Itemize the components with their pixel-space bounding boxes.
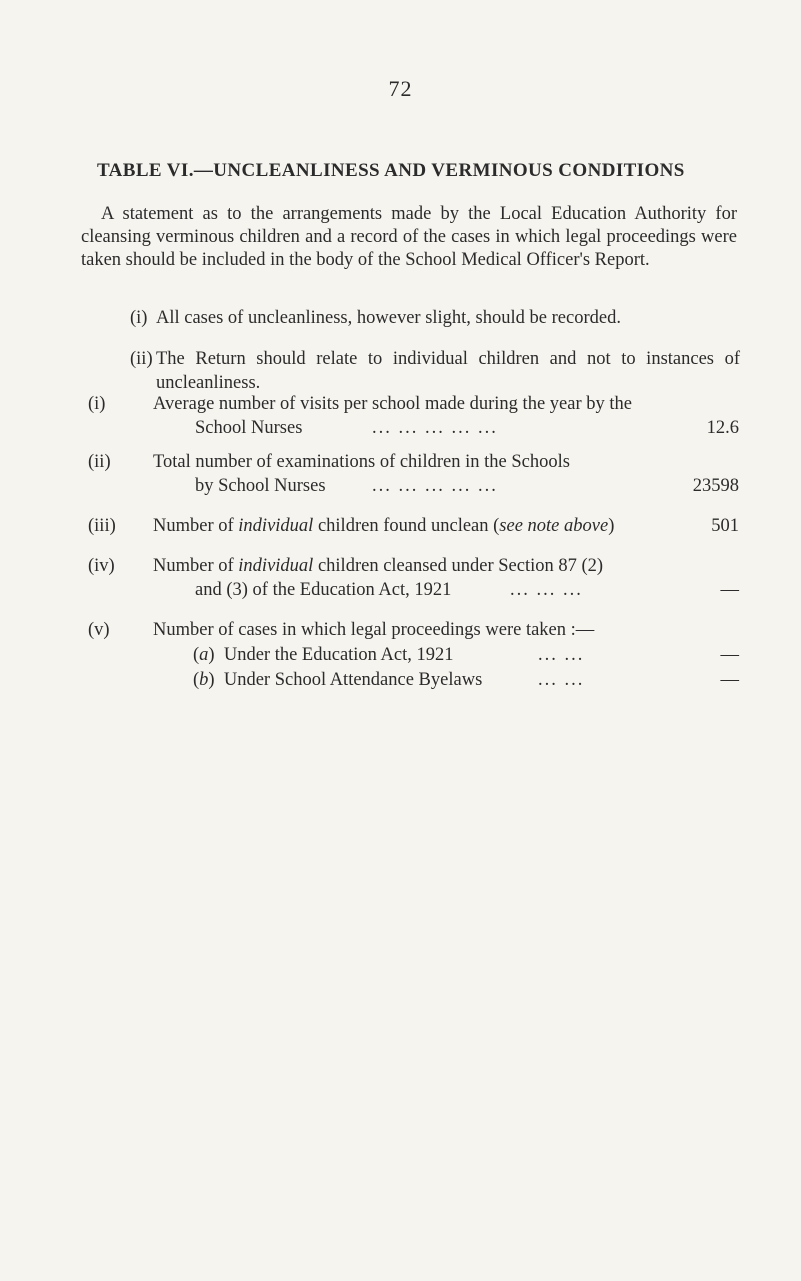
- sub-item-text: (b) Under School Attendance Byelaws: [193, 670, 483, 690]
- item-text: Number of individual children cleansed under Section 87 (2): [153, 556, 604, 576]
- item-value: 23598: [692, 476, 739, 496]
- leader-dots: ... ... ... ... ...: [372, 476, 498, 496]
- item-text-continued: and (3) of the Education Act, 1921: [195, 580, 452, 600]
- note-text: All cases of uncleanliness, however slight, should be recorded.: [156, 308, 621, 328]
- item-label: (v): [88, 620, 110, 640]
- leader-dots: ... ... ...: [510, 580, 583, 600]
- item-text: Total number of examinations of children in the Schools: [153, 452, 570, 472]
- intro-text: A statement as to the arrangements made by the Local Education Authority for cleansing verminous children and a record of the cases in which legal proceedings were taken should be included in the body of the School Medical Officer's Report.: [81, 204, 737, 270]
- table-title: TABLE VI.—UNCLEANLINESS AND VERMINOUS CONDITIONS: [97, 160, 685, 181]
- item-label: (ii): [88, 452, 111, 472]
- leader-dots: ... ... ... ... ...: [372, 418, 498, 438]
- item-value: 12.6: [706, 418, 739, 438]
- item-text: Number of cases in which legal proceedings were taken :—: [153, 620, 595, 640]
- note-label: (i): [130, 308, 148, 328]
- page-number: 72: [388, 76, 413, 101]
- intro-paragraph: [81, 203, 737, 272]
- leader-dots: ... ...: [538, 670, 585, 690]
- leader-dots: ... ...: [538, 645, 585, 665]
- item-text-continued: by School Nurses: [195, 476, 326, 496]
- item-label: (i): [88, 394, 106, 414]
- item-text-continued: School Nurses: [195, 418, 303, 438]
- item-value: 501: [711, 516, 739, 536]
- item-label: (iv): [88, 556, 115, 576]
- item-text: Number of individual children found unclean (see note above): [153, 516, 615, 536]
- note-text: The Return should relate to individual children and not to instances of uncleanliness.: [156, 349, 740, 393]
- sub-item-value: —: [720, 645, 739, 665]
- item-text: Average number of visits per school made during the year by the: [153, 394, 632, 414]
- item-label: (iii): [88, 516, 116, 536]
- note-label: (ii): [130, 349, 153, 369]
- sub-item-text: (a) Under the Education Act, 1921: [193, 645, 454, 665]
- item-value: —: [720, 580, 739, 600]
- sub-item-value: —: [720, 670, 739, 690]
